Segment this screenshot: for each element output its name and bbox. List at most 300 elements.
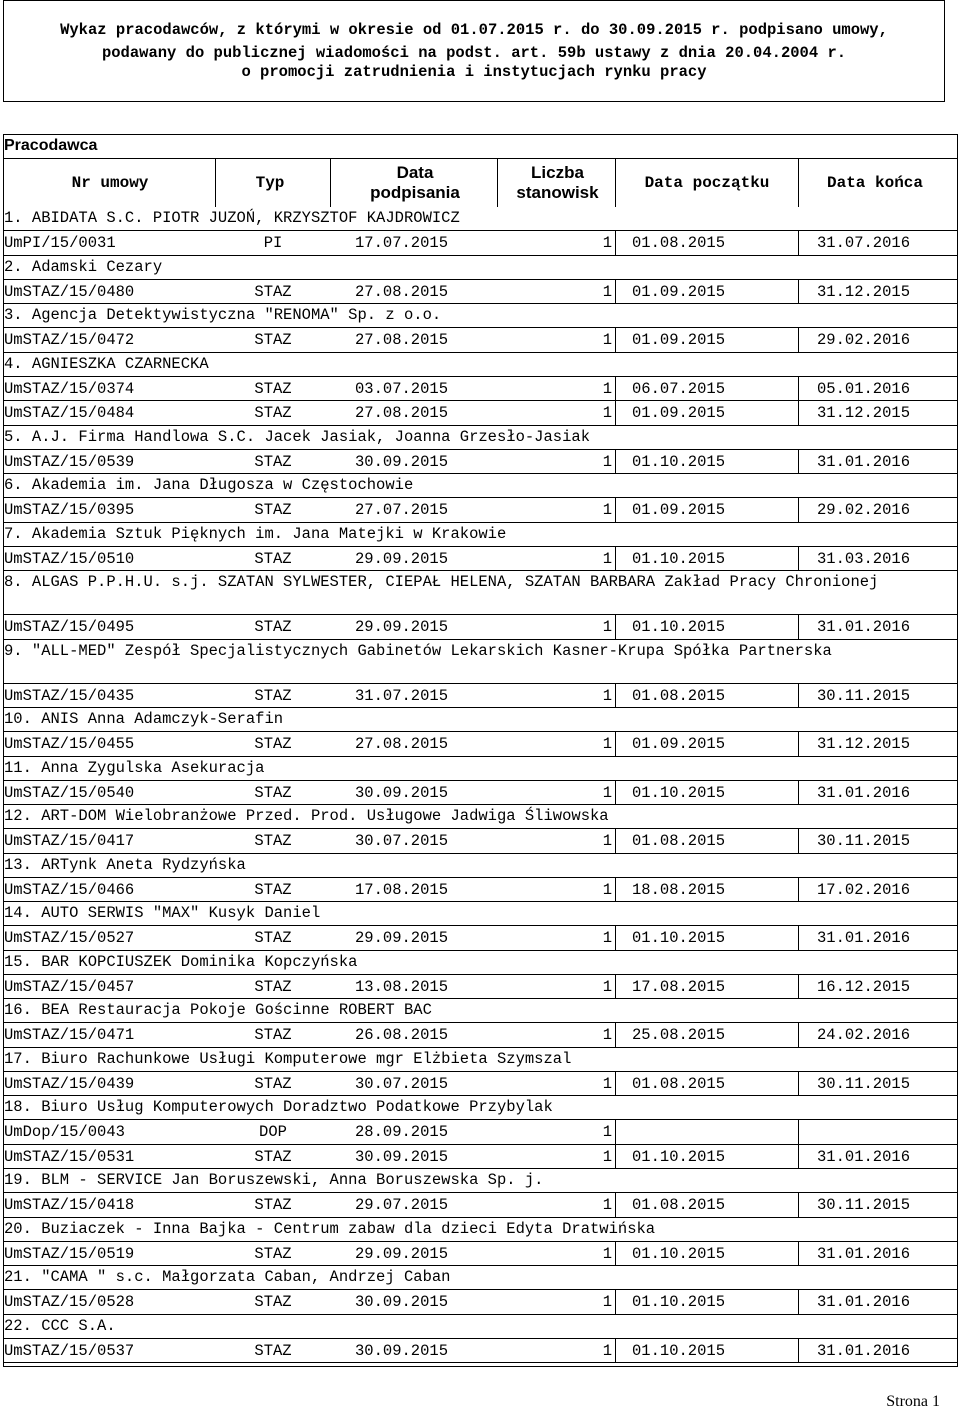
employer-name: 9. "ALL-MED" Zespół Specjalistycznych Gabinetów Lekarskich Kasner-Krupa Spółka Partnerska xyxy=(4,641,832,660)
contract-type: STAZ xyxy=(254,549,292,568)
contract-type: STAZ xyxy=(254,783,292,802)
cell-divider xyxy=(615,781,616,806)
employer-divider xyxy=(3,449,958,450)
start-date: 01.10.2015 xyxy=(632,1341,726,1360)
positions-count: 1 xyxy=(602,501,612,519)
contract-number: UmPI/15/0031 xyxy=(4,234,116,252)
employer-name: 6. Akademia im. Jana Długosza w Częstochowie xyxy=(4,476,414,494)
signing-date: 29.09.2015 xyxy=(355,618,449,636)
row-divider xyxy=(3,303,958,304)
cell-divider xyxy=(798,684,799,709)
employer-divider xyxy=(3,279,958,280)
row-divider xyxy=(3,639,958,640)
signing-date: 27.07.2015 xyxy=(355,501,449,519)
contract-number: UmSTAZ/15/0439 xyxy=(4,1074,135,1093)
contract-type: DOP xyxy=(259,1123,287,1141)
start-date: 01.10.2015 xyxy=(632,452,726,471)
cell-divider xyxy=(615,1023,616,1048)
start-date: 18.08.2015 xyxy=(632,880,726,899)
contract-number: UmSTAZ/15/0472 xyxy=(4,331,135,349)
end-date: 31.01.2016 xyxy=(817,1293,911,1311)
start-date: 01.09.2015 xyxy=(632,735,726,753)
row-divider xyxy=(3,352,958,353)
contract-type: STAZ xyxy=(254,735,292,753)
row-divider xyxy=(3,1144,958,1145)
signing-date: 30.07.2015 xyxy=(355,1074,449,1093)
cell-divider xyxy=(798,401,799,426)
cell-divider xyxy=(615,1290,616,1315)
contract-number: UmSTAZ/15/0519 xyxy=(4,1244,135,1263)
signing-date: 03.07.2015 xyxy=(355,379,449,398)
signing-date: 31.07.2015 xyxy=(355,686,449,705)
start-date: 06.07.2015 xyxy=(632,379,726,398)
cell-divider xyxy=(615,1242,616,1267)
employer-name: 19. BLM - SERVICE Jan Boruszewski, Anna Boruszewska Sp. j. xyxy=(4,1171,544,1189)
signing-date: 30.09.2015 xyxy=(355,452,449,471)
positions-count: 1 xyxy=(602,549,612,568)
contract-type: STAZ xyxy=(254,1026,292,1044)
start-date: 01.10.2015 xyxy=(632,549,726,568)
cell-divider xyxy=(615,732,616,757)
contract-number: UmSTAZ/15/0417 xyxy=(4,832,135,850)
positions-count: 1 xyxy=(602,686,612,705)
start-date: 01.08.2015 xyxy=(632,832,726,850)
positions-count: 1 xyxy=(602,1196,612,1214)
employer-divider xyxy=(3,683,958,684)
positions-count: 1 xyxy=(602,1123,612,1141)
contract-number: UmDop/15/0043 xyxy=(4,1123,125,1141)
start-date: 01.10.2015 xyxy=(632,618,726,636)
contract-number: UmSTAZ/15/0455 xyxy=(4,735,135,753)
table-row xyxy=(0,1147,960,1167)
employer-divider xyxy=(3,1241,958,1242)
cell-divider xyxy=(798,1023,799,1048)
contract-number: UmSTAZ/15/0457 xyxy=(4,977,135,996)
contract-type: PI xyxy=(263,234,283,252)
positions-count: 1 xyxy=(602,452,612,471)
positions-count: 1 xyxy=(602,1026,612,1044)
end-date: 31.07.2016 xyxy=(817,234,911,252)
contract-number: UmSTAZ/15/0528 xyxy=(4,1293,135,1311)
cell-divider xyxy=(798,732,799,757)
employer-divider xyxy=(3,230,958,231)
signing-date: 27.08.2015 xyxy=(355,331,449,349)
contract-type: STAZ xyxy=(254,501,292,519)
employer-name: 4. AGNIESZKA CZARNECKA xyxy=(4,354,209,373)
employer-divider xyxy=(3,877,958,878)
signing-date: 30.09.2015 xyxy=(355,1341,449,1360)
end-date: 30.11.2015 xyxy=(817,686,911,705)
table-row xyxy=(0,1025,960,1045)
start-date: 01.10.2015 xyxy=(632,1244,726,1263)
positions-count: 1 xyxy=(602,1341,612,1360)
employer-divider xyxy=(3,1119,958,1120)
row-divider xyxy=(3,522,958,523)
contract-number: UmSTAZ/15/0510 xyxy=(4,549,135,568)
contract-type: STAZ xyxy=(254,282,292,301)
signing-date: 29.07.2015 xyxy=(355,1196,449,1214)
contract-type: STAZ xyxy=(254,929,292,947)
table-row xyxy=(0,549,960,569)
contract-type: STAZ xyxy=(254,452,292,471)
end-date: 29.02.2016 xyxy=(817,331,911,349)
positions-count: 1 xyxy=(602,783,612,802)
signing-date: 27.08.2015 xyxy=(355,404,449,422)
employer-name: 5. A.J. Firma Handlowa S.C. Jacek Jasiak, Joanna Grzesło-Jasiak xyxy=(4,427,590,446)
cell-divider xyxy=(798,1145,799,1170)
end-date: 31.01.2016 xyxy=(817,929,911,947)
row-divider xyxy=(3,400,958,401)
employer-divider xyxy=(3,828,958,829)
table-row xyxy=(0,783,960,803)
positions-count: 1 xyxy=(602,832,612,850)
header-liczba-line1: Liczba xyxy=(531,163,584,182)
row-divider xyxy=(3,1314,958,1315)
cell-divider xyxy=(798,231,799,256)
signing-date: 17.07.2015 xyxy=(355,234,449,252)
start-date: 01.09.2015 xyxy=(632,331,726,349)
positions-count: 1 xyxy=(602,977,612,996)
row-divider xyxy=(3,1362,958,1363)
cell-divider xyxy=(615,615,616,640)
contract-number: UmSTAZ/15/0480 xyxy=(4,282,135,301)
row-divider xyxy=(3,853,958,854)
signing-date: 17.08.2015 xyxy=(355,880,449,899)
title-line-3: o promocji zatrudnienia i instytucjach rynku pracy xyxy=(241,63,707,81)
contract-number: UmSTAZ/15/0484 xyxy=(4,404,135,422)
contract-number: UmSTAZ/15/0374 xyxy=(4,379,135,398)
contract-number: UmSTAZ/15/0539 xyxy=(4,452,135,471)
employer-divider xyxy=(3,731,958,732)
cell-divider xyxy=(798,975,799,1000)
table-row xyxy=(0,1122,960,1142)
cell-divider xyxy=(615,1339,616,1364)
contract-number: UmSTAZ/15/0471 xyxy=(4,1026,135,1044)
row-divider xyxy=(3,1265,958,1266)
employer-name: 17. Biuro Rachunkowe Usługi Komputerowe mgr Elżbieta Szymszal xyxy=(4,1049,572,1068)
start-date: 01.08.2015 xyxy=(632,1196,726,1214)
contract-type: STAZ xyxy=(254,1293,292,1311)
end-date: 31.01.2016 xyxy=(817,1147,911,1166)
signing-date: 30.09.2015 xyxy=(355,783,449,802)
table-row xyxy=(0,686,960,706)
row-divider xyxy=(3,950,958,951)
signing-date: 29.09.2015 xyxy=(355,549,449,568)
header-typ: Typ xyxy=(255,174,285,192)
document-title-box xyxy=(3,0,945,102)
employer-divider xyxy=(3,1192,958,1193)
positions-count: 1 xyxy=(602,1074,612,1093)
start-date: 01.10.2015 xyxy=(632,1147,726,1166)
start-date: 01.10.2015 xyxy=(632,783,726,802)
cell-divider xyxy=(798,1120,799,1145)
positions-count: 1 xyxy=(602,1147,612,1166)
contract-type: STAZ xyxy=(254,1341,292,1360)
contract-number: UmSTAZ/15/0531 xyxy=(4,1147,135,1166)
positions-count: 1 xyxy=(602,735,612,753)
employer-name: 20. Buziaczek - Inna Bajka - Centrum zabaw dla dzieci Edyta Dratwińska xyxy=(4,1219,656,1238)
end-date: 17.02.2016 xyxy=(817,880,911,899)
end-date: 29.02.2016 xyxy=(817,501,911,519)
table-row xyxy=(0,831,960,851)
row-divider xyxy=(3,255,958,256)
signing-date: 27.08.2015 xyxy=(355,735,449,753)
cell-divider xyxy=(615,684,616,709)
row-divider xyxy=(3,1217,958,1218)
employer-divider xyxy=(3,1289,958,1290)
cell-divider xyxy=(798,280,799,305)
contract-number: UmSTAZ/15/0540 xyxy=(4,783,135,802)
contract-type: STAZ xyxy=(254,331,292,349)
cell-divider xyxy=(798,1339,799,1364)
positions-count: 1 xyxy=(602,929,612,947)
signing-date: 30.09.2015 xyxy=(355,1293,449,1311)
signing-date: 29.09.2015 xyxy=(355,1244,449,1263)
positions-count: 1 xyxy=(602,282,612,301)
end-date: 31.01.2016 xyxy=(817,452,911,471)
table-row xyxy=(0,500,960,520)
table-row xyxy=(0,734,960,754)
cell-divider xyxy=(798,328,799,353)
cell-divider xyxy=(798,1290,799,1315)
signing-date: 26.08.2015 xyxy=(355,1026,449,1044)
employer-name: 16. BEA Restauracja Pokoje Gościnne ROBERT BAC xyxy=(4,1001,432,1019)
employer-divider xyxy=(3,376,958,377)
header-data-poczatku: Data początku xyxy=(644,174,770,192)
cell-divider xyxy=(615,498,616,523)
end-date: 31.12.2015 xyxy=(817,404,911,422)
table-row xyxy=(0,617,960,637)
contract-type: STAZ xyxy=(254,1244,292,1263)
row-divider xyxy=(3,998,958,999)
header-col-divider xyxy=(215,158,216,207)
start-date: 01.10.2015 xyxy=(632,929,726,947)
row-divider xyxy=(3,804,958,805)
contract-number: UmSTAZ/15/0527 xyxy=(4,929,135,947)
cell-divider xyxy=(798,829,799,854)
employer-divider xyxy=(3,1071,958,1072)
title-line-1: Wykaz pracodawców, z którymi w okresie od 01.07.2015 r. do 30.09.2015 r. podpisano umowy, xyxy=(60,21,888,39)
cell-divider xyxy=(615,829,616,854)
end-date: 31.12.2015 xyxy=(817,282,911,301)
header-data-podpisania-line1: Data xyxy=(396,163,434,182)
row-divider xyxy=(3,901,958,902)
contract-type: STAZ xyxy=(254,832,292,850)
cell-divider xyxy=(798,1072,799,1097)
page-number: Strona 1 xyxy=(886,1393,940,1410)
start-date: 01.08.2015 xyxy=(632,234,726,252)
cell-divider xyxy=(798,878,799,903)
cell-divider xyxy=(798,450,799,475)
contract-type: STAZ xyxy=(254,1074,292,1093)
cell-divider xyxy=(615,280,616,305)
row-divider xyxy=(3,1095,958,1096)
employer-divider xyxy=(3,925,958,926)
header-data-podpisania xyxy=(345,163,485,203)
cell-divider xyxy=(615,450,616,475)
start-date: 01.08.2015 xyxy=(632,686,726,705)
positions-count: 1 xyxy=(602,404,612,422)
header-col-divider xyxy=(798,158,799,207)
cell-divider xyxy=(615,926,616,951)
table-row xyxy=(0,233,960,253)
cell-divider xyxy=(615,1193,616,1218)
header-data-podpisania-line2: podpisania xyxy=(370,183,460,202)
row-divider xyxy=(3,570,958,571)
employer-divider xyxy=(3,327,958,328)
header-col-divider xyxy=(330,158,331,207)
employer-name: 15. BAR KOPCIUSZEK Dominika Kopczyńska xyxy=(4,952,358,971)
positions-count: 1 xyxy=(602,379,612,398)
cell-divider xyxy=(798,926,799,951)
table-row xyxy=(0,452,960,472)
title-line-2: podawany do publicznej wiadomości na podst. art. 59b ustawy z dnia 20.04.2004 r. xyxy=(101,44,847,62)
end-date: 31.12.2015 xyxy=(817,735,911,753)
start-date: 01.08.2015 xyxy=(632,1074,726,1093)
cell-divider xyxy=(615,878,616,903)
header-pracodawca: Pracodawca xyxy=(4,137,98,154)
end-date: 30.11.2015 xyxy=(817,1196,911,1214)
employer-name: 21. "CAMA " s.c. Małgorzata Caban, Andrzej Caban xyxy=(4,1268,451,1286)
table-row xyxy=(0,379,960,399)
table-row xyxy=(0,1195,960,1215)
end-date: 31.03.2016 xyxy=(817,549,911,568)
contract-type: STAZ xyxy=(254,618,292,636)
start-date: 25.08.2015 xyxy=(632,1026,726,1044)
start-date: 01.10.2015 xyxy=(632,1293,726,1311)
employer-name: 22. CCC S.A. xyxy=(4,1316,116,1335)
header-col-divider xyxy=(497,158,498,207)
positions-count: 1 xyxy=(602,618,612,636)
contract-number: UmSTAZ/15/0537 xyxy=(4,1341,135,1360)
start-date: 17.08.2015 xyxy=(632,977,726,996)
positions-count: 1 xyxy=(602,331,612,349)
end-date: 30.11.2015 xyxy=(817,832,911,850)
employer-name: 7. Akademia Sztuk Pięknych im. Jana Matejki w Krakowie xyxy=(4,524,507,543)
table-row xyxy=(0,1341,960,1361)
employer-name: 1. ABIDATA S.C. PIOTR JUZOŃ, KRZYSZTOF KAJDROWICZ xyxy=(4,209,460,227)
cell-divider xyxy=(615,975,616,1000)
row-divider xyxy=(3,425,958,426)
table-row xyxy=(0,282,960,302)
table-row xyxy=(0,403,960,423)
cell-divider xyxy=(615,377,616,402)
contract-type: STAZ xyxy=(254,1147,292,1166)
row-divider xyxy=(3,1047,958,1048)
end-date: 16.12.2015 xyxy=(817,977,911,996)
end-date: 05.01.2016 xyxy=(817,379,911,398)
contract-type: STAZ xyxy=(254,977,292,996)
header-nr-umowy: Nr umowy xyxy=(71,174,149,192)
cell-divider xyxy=(615,328,616,353)
contract-number: UmSTAZ/15/0418 xyxy=(4,1196,135,1214)
employer-divider xyxy=(3,974,958,975)
positions-count: 1 xyxy=(602,234,612,252)
end-date: 31.01.2016 xyxy=(817,618,911,636)
employer-divider xyxy=(3,1022,958,1023)
table-row xyxy=(0,1074,960,1094)
cell-divider xyxy=(615,1072,616,1097)
cell-divider xyxy=(615,1145,616,1170)
header-liczba-line2: stanowisk xyxy=(516,183,599,202)
contract-number: UmSTAZ/15/0435 xyxy=(4,686,135,705)
employer-name: 13. ARTynk Aneta Rydzyńska xyxy=(4,855,246,874)
start-date: 01.09.2015 xyxy=(632,282,726,301)
cell-divider xyxy=(798,1193,799,1218)
table-row xyxy=(0,880,960,900)
table-row xyxy=(0,1244,960,1264)
cell-divider xyxy=(615,547,616,572)
contract-type: STAZ xyxy=(254,379,292,398)
end-date: 24.02.2016 xyxy=(817,1026,911,1044)
employer-name: 12. ART-DOM Wielobranżowe Przed. Prod. Usługowe Jadwiga Śliwowska xyxy=(4,807,609,825)
employer-name: 14. AUTO SERWIS "MAX" Kusyk Daniel xyxy=(4,904,321,922)
signing-date: 27.08.2015 xyxy=(355,282,449,301)
cell-divider xyxy=(798,1242,799,1267)
contract-type: STAZ xyxy=(254,404,292,422)
employer-divider xyxy=(3,497,958,498)
row-divider xyxy=(3,473,958,474)
cell-divider xyxy=(615,401,616,426)
header-data-konca: Data końca xyxy=(826,174,923,192)
header-col-divider xyxy=(615,158,616,207)
end-date: 30.11.2015 xyxy=(817,1074,911,1093)
signing-date: 13.08.2015 xyxy=(355,977,449,996)
signing-date: 28.09.2015 xyxy=(355,1123,449,1141)
end-date: 31.01.2016 xyxy=(817,1244,911,1263)
signing-date: 30.07.2015 xyxy=(355,832,449,850)
employer-divider xyxy=(3,1338,958,1339)
contract-type: STAZ xyxy=(254,1196,292,1214)
contract-number: UmSTAZ/15/0395 xyxy=(4,501,135,519)
end-date: 31.01.2016 xyxy=(817,1341,911,1360)
table-row xyxy=(0,977,960,997)
cell-divider xyxy=(798,615,799,640)
employer-name: 11. Anna Zygulska Asekuracja xyxy=(4,758,265,777)
positions-count: 1 xyxy=(602,880,612,899)
employer-divider xyxy=(3,780,958,781)
signing-date: 29.09.2015 xyxy=(355,929,449,947)
employer-name: 18. Biuro Usług Komputerowych Doradztwo Podatkowe Przybylak xyxy=(4,1098,553,1116)
start-date: 01.09.2015 xyxy=(632,501,726,519)
employer-divider xyxy=(3,614,958,615)
table-row xyxy=(0,330,960,350)
employer-name: 8. ALGAS P.P.H.U. s.j. SZATAN SYLWESTER, CIEPAŁ HELENA, SZATAN BARBARA Zakład Pracy Chronionej xyxy=(4,573,879,591)
employer-divider xyxy=(3,546,958,547)
cell-divider xyxy=(798,377,799,402)
contract-type: STAZ xyxy=(254,880,292,899)
start-date: 01.09.2015 xyxy=(632,404,726,422)
end-date: 31.01.2016 xyxy=(817,783,911,802)
employer-name: 2. Adamski Cezary xyxy=(4,257,163,276)
row-divider xyxy=(3,1168,958,1169)
cell-divider xyxy=(798,498,799,523)
table-row xyxy=(0,1292,960,1312)
header-liczba-stanowisk xyxy=(500,163,615,203)
employer-name: 3. Agencja Detektywistyczna "RENOMA" Sp. z o.o. xyxy=(4,306,442,324)
cell-divider xyxy=(798,547,799,572)
positions-count: 1 xyxy=(602,1244,612,1263)
contract-number: UmSTAZ/15/0466 xyxy=(4,880,135,899)
contract-number: UmSTAZ/15/0495 xyxy=(4,618,135,636)
cell-divider xyxy=(615,1120,616,1145)
signing-date: 30.09.2015 xyxy=(355,1147,449,1166)
cell-divider xyxy=(615,231,616,256)
row-divider xyxy=(3,707,958,708)
table-row xyxy=(0,928,960,948)
cell-divider xyxy=(798,781,799,806)
positions-count: 1 xyxy=(602,1293,612,1311)
